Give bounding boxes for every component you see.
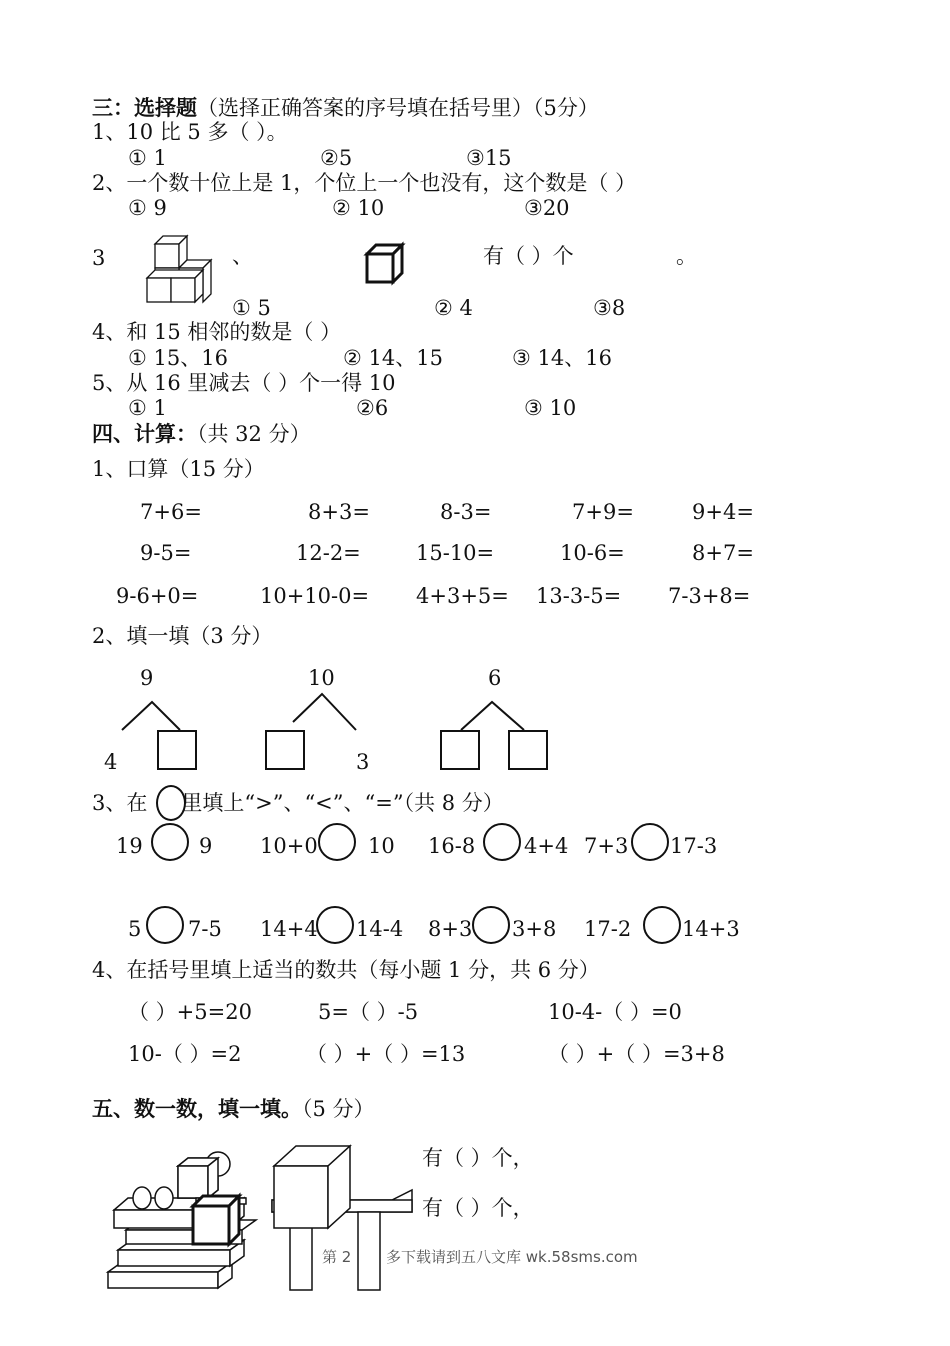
q3-option-1: ① 5 (232, 296, 271, 320)
count-line-2: 有（ ）个， (422, 1196, 534, 1220)
compare-circle[interactable] (483, 823, 521, 861)
compare-circle[interactable] (316, 906, 354, 944)
section-5-heading (92, 1098, 375, 1120)
tree-3-top: 6 (488, 666, 502, 690)
math-item: 10-6= (560, 541, 625, 565)
tree-1-top: 9 (140, 666, 154, 690)
tree-1-left: 4 (104, 750, 118, 774)
q5-option-2: ②6 (356, 396, 389, 420)
bracket-item: 10-4-（ ）=0 (548, 1000, 682, 1024)
compare-left: 5 (128, 917, 142, 941)
single-cube-icon (367, 245, 402, 282)
section-3-note: （选择正确答案的序号填在括号里）（5分） (197, 96, 599, 120)
math-item: 9-5= (140, 541, 192, 565)
math-item: 8+7= (692, 541, 754, 565)
bold-cube-in-picture (193, 1196, 239, 1244)
section-4-note: （共 32 分） (197, 422, 311, 446)
q1-stem: 1、10 比 5 多（ ）。 (92, 120, 288, 144)
q2-option-2: ② 10 (332, 196, 385, 220)
q1-option-2: ②5 (320, 146, 353, 170)
tree-2-right: 3 (356, 750, 370, 774)
compare-circle[interactable] (472, 906, 510, 944)
compare-left: 19 (116, 834, 143, 858)
q3-number: 3 (92, 246, 106, 270)
q2-option-3: ③20 (524, 196, 570, 220)
q4-option-2: ② 14、15 (343, 346, 443, 370)
compare-title-a: 3、在 (92, 791, 148, 815)
q5-stem: 5、从 16 里减去（ ）个一得 10 (92, 371, 396, 395)
compare-circle[interactable] (318, 823, 356, 861)
math-item: 9+4= (692, 500, 754, 524)
compare-circle[interactable] (151, 823, 189, 861)
compare-right: 10 (368, 834, 395, 858)
compare-right: 14-4 (356, 917, 404, 941)
fill-tree-title: 2、填一填（3 分） (92, 624, 273, 648)
compare-title (92, 793, 504, 814)
footer-link[interactable]: 多下载请到五八文库 wk.58sms.com (386, 1248, 638, 1266)
section-5-note: （5 分） (302, 1097, 375, 1121)
compare-circle[interactable] (631, 823, 669, 861)
compare-right: 3+8 (512, 917, 557, 941)
q3-has: 有（ ）个 (483, 244, 574, 268)
compare-circle[interactable] (643, 906, 681, 944)
bracket-item: 5=（ ）-5 (318, 1000, 419, 1024)
section-5-title: 五、数一数，填一填。 (92, 1096, 302, 1121)
compare-right: 4+4 (524, 834, 569, 858)
tree-2-top: 10 (308, 666, 335, 690)
math-item: 8-3= (440, 500, 492, 524)
compare-left: 16-8 (428, 834, 476, 858)
q3-option-3: ③8 (593, 296, 626, 320)
math-item: 7-3+8= (668, 584, 751, 608)
section-4-title: 四、计算： (92, 421, 197, 446)
math-item: 9-6+0= (116, 584, 199, 608)
q3-option-2: ② 4 (434, 296, 473, 320)
math-item: 13-3-5= (536, 584, 622, 608)
compare-right: 14+3 (682, 917, 740, 941)
q4-stem: 4、和 15 相邻的数是（ ） (92, 320, 342, 344)
compare-circle[interactable] (146, 906, 184, 944)
count-line-1: 有（ ）个， (422, 1146, 534, 1170)
compare-right: 17-3 (670, 834, 718, 858)
footer-page: 第 2 (322, 1248, 352, 1266)
number-tree-boxes (158, 731, 547, 769)
solids-picture (108, 1146, 412, 1290)
stacked-cubes-figure (147, 236, 211, 302)
q1-option-1: ① 1 (128, 146, 167, 170)
math-item: 12-2= (296, 541, 361, 565)
math-item: 10+10-0= (260, 584, 370, 608)
q1-option-3: ③15 (466, 146, 512, 170)
section-4-heading (92, 423, 311, 445)
compare-left: 14+4 (260, 917, 318, 941)
compare-left: 10+0 (260, 834, 318, 858)
compare-right: 7-5 (188, 917, 222, 941)
q4-option-3: ③ 14、16 (512, 346, 612, 370)
number-tree-lines (122, 694, 524, 730)
q2-stem: 2、一个数十位上是 1，个位上一个也没有，这个数是（ ） (92, 171, 637, 195)
q5-option-3: ③ 10 (524, 396, 577, 420)
section-3-title: 三：选择题 (92, 95, 197, 120)
math-item: 8+3= (308, 500, 370, 524)
bracket-item: （ ）+5=20 (128, 1000, 252, 1024)
q2-option-1: ① 9 (128, 196, 167, 220)
bracket-item: （ ）+（ ）=13 (306, 1042, 466, 1066)
q3-separator: 、 (232, 244, 253, 268)
compare-right: 9 (199, 834, 213, 858)
compare-left: 17-2 (584, 917, 632, 941)
math-item: 7+9= (572, 500, 634, 524)
math-item: 15-10= (416, 541, 495, 565)
compare-title-circle (156, 785, 186, 821)
math-item: 7+6= (140, 500, 202, 524)
compare-title-b: 里填上“>”、“<”、“=”（共 8 分） (181, 791, 504, 815)
q3-end: 。 (676, 244, 697, 268)
compare-left: 8+3 (428, 917, 473, 941)
fill-brackets-title: 4、在括号里填上适当的数共（每小题 1 分，共 6 分） (92, 958, 600, 982)
compare-left: 7+3 (584, 834, 629, 858)
q5-option-1: ① 1 (128, 396, 167, 420)
math-item: 4+3+5= (416, 584, 509, 608)
mental-math-title: 1、口算（15 分） (92, 457, 265, 481)
bracket-item: 10-（ ）=2 (128, 1042, 242, 1066)
bracket-item: （ ）+（ ）=3+8 (548, 1042, 725, 1066)
section-3-heading (92, 97, 599, 119)
q4-option-1: ① 15、16 (128, 346, 228, 370)
